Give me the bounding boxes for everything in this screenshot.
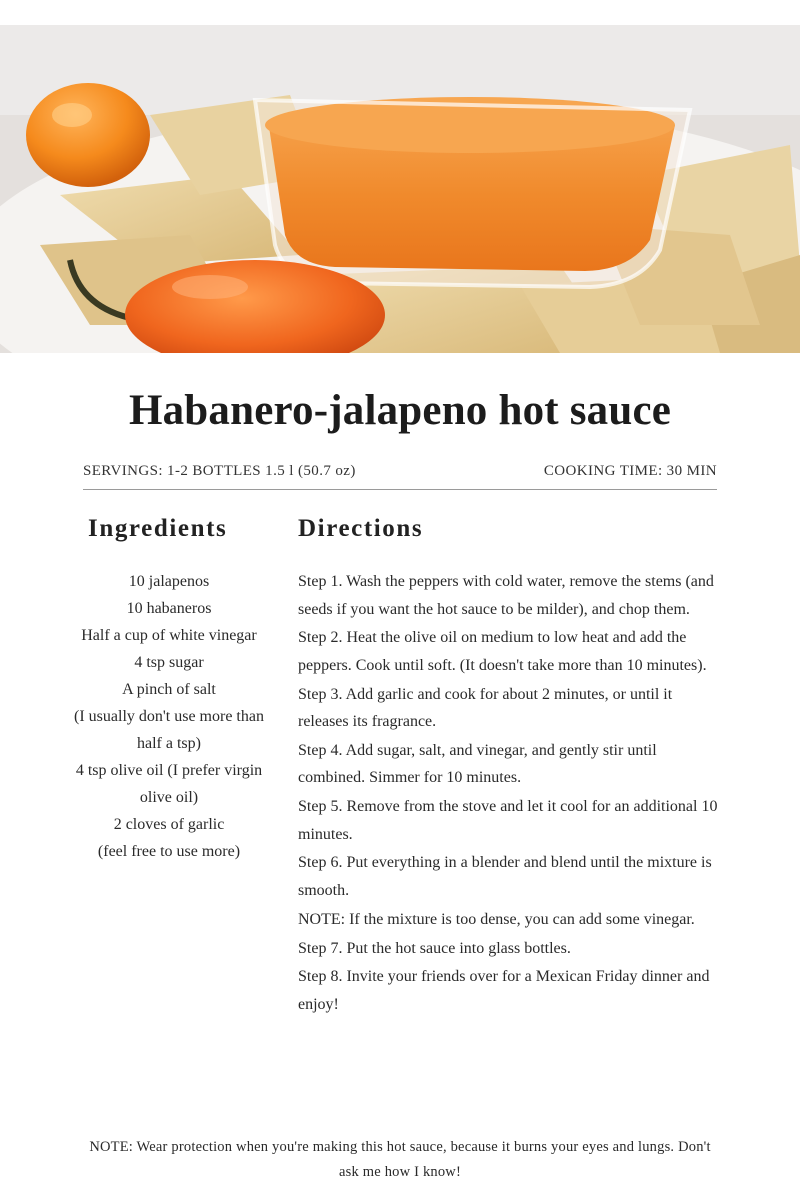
habanero-pepper-icon bbox=[26, 83, 150, 187]
hot-sauce-photo-illustration bbox=[0, 25, 800, 353]
ingredient-item: (I usually don't use more than half a tsp) bbox=[74, 708, 264, 752]
ingredient-item: Half a cup of white vinegar bbox=[81, 627, 257, 644]
page-title: Habanero-jalapeno hot sauce bbox=[128, 387, 672, 434]
servings-label: SERVINGS: 1-2 BOTTLES 1.5 l (50.7 oz) bbox=[83, 463, 356, 479]
ingredient-item: 10 habaneros bbox=[126, 600, 212, 617]
ingredient-item: A pinch of salt bbox=[122, 681, 216, 698]
ingredient-item: (feel free to use more) bbox=[97, 843, 241, 860]
ingredient-item: 4 tsp sugar bbox=[134, 654, 204, 671]
ingredients-list bbox=[70, 568, 268, 865]
direction-step: Step 6. Put everything in a blender and blend until the mixture is smooth. bbox=[298, 854, 712, 899]
ingredient-item: 10 jalapenos bbox=[128, 573, 210, 590]
direction-step: Step 8. Invite your friends over for a Mexican Friday dinner and enjoy! bbox=[298, 968, 710, 1013]
hero-photo bbox=[0, 25, 800, 353]
directions-list bbox=[298, 568, 723, 1020]
direction-note: NOTE: If the mixture is too dense, you can add some vinegar. bbox=[298, 910, 695, 928]
direction-step: Step 4. Add sugar, salt, and vinegar, and gently stir until combined. Simmer for 10 minutes. bbox=[298, 741, 657, 787]
direction-step: Step 3. Add garlic and cook for about 2 minutes, or until it releases its fragrance. bbox=[298, 685, 673, 731]
directions-heading: Directions bbox=[298, 515, 424, 542]
ingredients-heading: Ingredients bbox=[88, 515, 228, 542]
ingredient-item: 4 tsp olive oil (I prefer virgin olive oil) bbox=[75, 762, 263, 806]
safety-footnote: NOTE: Wear protection when you're making this hot sauce, because it burns your eyes and lungs. Don't ask me how I know! bbox=[89, 1139, 711, 1180]
direction-step: Step 1. Wash the peppers with cold water, remove the stems (and seeds if you want the hot sauce to be milder), and chop them. bbox=[298, 573, 714, 618]
direction-step: Step 5. Remove from the stove and let it cool for an additional 10 minutes. bbox=[298, 798, 718, 843]
cooking-time-label: COOKING TIME: 30 MIN bbox=[543, 463, 717, 479]
direction-step: Step 7. Put the hot sauce into glass bottles. bbox=[298, 939, 571, 957]
recipe-meta-bar bbox=[83, 462, 717, 490]
sauce-bowl bbox=[255, 97, 690, 287]
direction-step: Step 2. Heat the olive oil on medium to low heat and add the peppers. Cook until soft. (It doesn't take more than 10 minutes). bbox=[298, 629, 707, 674]
ingredient-item: 2 cloves of garlic bbox=[113, 816, 225, 833]
